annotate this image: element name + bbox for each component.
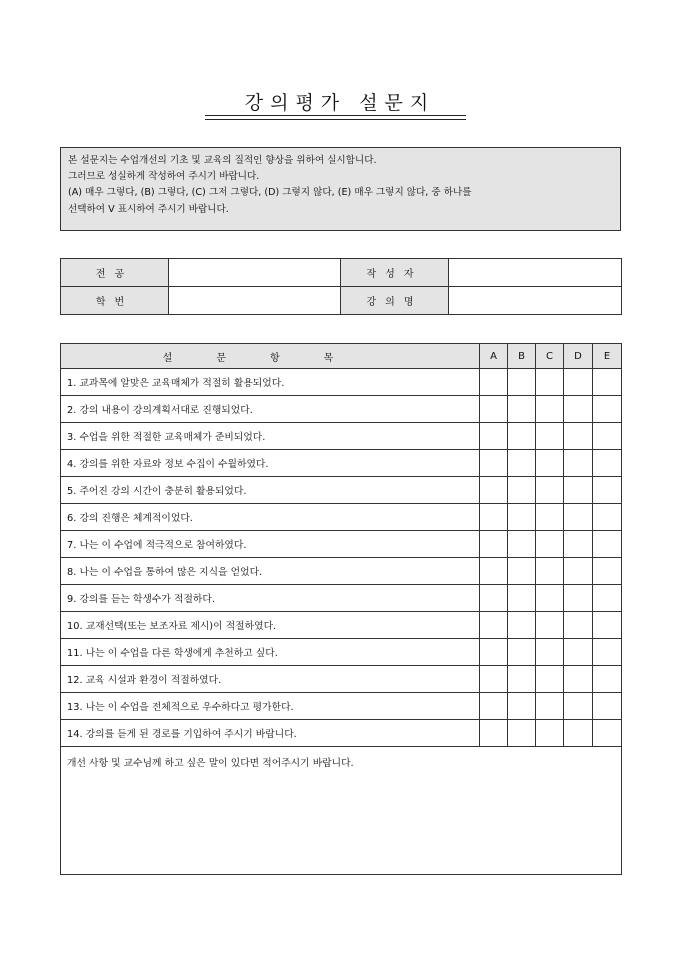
answer-cell-c[interactable] (536, 639, 564, 666)
answer-cell-a[interactable] (480, 531, 508, 558)
answer-cell-e[interactable] (593, 693, 622, 720)
answer-cell-d[interactable] (564, 612, 593, 639)
comment-box[interactable]: 개선 사항 및 교수님께 하고 싶은 말이 있다면 적어주시기 바랍니다. (61, 747, 622, 875)
instructions-box (60, 147, 621, 231)
question-text: 13. 나는 이 수업을 전체적으로 우수하다고 평가한다. (61, 693, 480, 720)
answer-cell-e[interactable] (593, 612, 622, 639)
question-row (61, 612, 622, 639)
answer-cell-e[interactable] (593, 558, 622, 585)
question-text: 7. 나는 이 수업에 적극적으로 참여하였다. (61, 531, 480, 558)
answer-cell-b[interactable] (508, 369, 536, 396)
answer-cell-e[interactable] (593, 477, 622, 504)
question-text: 2. 강의 내용이 강의계획서대로 진행되었다. (61, 396, 480, 423)
answer-cell-d[interactable] (564, 504, 593, 531)
answer-cell-a[interactable] (480, 504, 508, 531)
question-row (61, 423, 622, 450)
instruction-line: 그러므로 성실하게 작성하여 주시기 바랍니다. (68, 171, 260, 183)
question-text: 10. 교재선택(또는 보조자료 제시)이 적절하였다. (61, 612, 480, 639)
question-row (61, 558, 622, 585)
question-column-header: 설문항목 (61, 344, 480, 369)
answer-cell-c[interactable] (536, 585, 564, 612)
answer-cell-b[interactable] (508, 558, 536, 585)
answer-cell-c[interactable] (536, 477, 564, 504)
answer-cell-d[interactable] (564, 396, 593, 423)
answer-cell-c[interactable] (536, 666, 564, 693)
question-text: 11. 나는 이 수업을 다른 학생에게 추천하고 싶다. (61, 639, 480, 666)
answer-cell-a[interactable] (480, 612, 508, 639)
question-row (61, 585, 622, 612)
answer-cell-a[interactable] (480, 450, 508, 477)
survey-table (60, 343, 622, 875)
writer-label: 작성자 (341, 259, 449, 287)
option-a-header: A (480, 344, 508, 369)
question-text: 8. 나는 이 수업을 통하여 많은 지식을 얻었다. (61, 558, 480, 585)
answer-cell-e[interactable] (593, 369, 622, 396)
answer-cell-c[interactable] (536, 504, 564, 531)
question-row (61, 450, 622, 477)
answer-cell-d[interactable] (564, 477, 593, 504)
question-row (61, 720, 622, 747)
answer-cell-c[interactable] (536, 396, 564, 423)
question-text: 3. 수업을 위한 적절한 교육매체가 준비되었다. (61, 423, 480, 450)
answer-cell-b[interactable] (508, 612, 536, 639)
answer-cell-b[interactable] (508, 666, 536, 693)
answer-cell-b[interactable] (508, 585, 536, 612)
question-text: 9. 강의를 듣는 학생수가 적절하다. (61, 585, 480, 612)
question-row (61, 639, 622, 666)
answer-cell-a[interactable] (480, 558, 508, 585)
title-underline (205, 115, 466, 116)
answer-cell-d[interactable] (564, 666, 593, 693)
answer-cell-a[interactable] (480, 639, 508, 666)
answer-cell-e[interactable] (593, 423, 622, 450)
answer-cell-c[interactable] (536, 720, 564, 747)
question-text: 4. 강의를 위한 자료와 정보 수집이 수월하였다. (61, 450, 480, 477)
option-d-header: D (564, 344, 593, 369)
question-text: 6. 강의 진행은 체계적이었다. (61, 504, 480, 531)
answer-cell-b[interactable] (508, 720, 536, 747)
answer-cell-b[interactable] (508, 450, 536, 477)
answer-cell-e[interactable] (593, 396, 622, 423)
instruction-line: (A) 매우 그렇다, (B) 그렇다, (C) 그저 그렇다, (D) 그렇지 않다, (E) 매우 그렇지 않다, 중 하나를 (68, 187, 472, 199)
answer-cell-e[interactable] (593, 666, 622, 693)
question-row (61, 531, 622, 558)
answer-cell-e[interactable] (593, 720, 622, 747)
major-field[interactable] (169, 259, 341, 287)
answer-cell-b[interactable] (508, 396, 536, 423)
answer-cell-c[interactable] (536, 369, 564, 396)
title-underline-second (205, 119, 466, 120)
option-b-header: B (508, 344, 536, 369)
option-c-header: C (536, 344, 564, 369)
answer-cell-e[interactable] (593, 450, 622, 477)
instruction-line: 본 설문지는 수업개선의 기초 및 교육의 질적인 향상을 위하여 실시합니다. (68, 155, 377, 166)
comment-row (61, 747, 622, 875)
course-field[interactable] (449, 287, 622, 315)
answer-cell-b[interactable] (508, 531, 536, 558)
question-text: 14. 강의를 듣게 된 경로를 기입하여 주시기 바랍니다. (61, 720, 480, 747)
course-label: 강의명 (341, 287, 449, 315)
option-e-header: E (593, 344, 622, 369)
question-text: 12. 교육 시설과 환경이 적절하였다. (61, 666, 480, 693)
answer-cell-a[interactable] (480, 720, 508, 747)
instruction-line: 선택하여 V 표시하여 주시기 바랍니다. (68, 203, 229, 215)
answer-cell-d[interactable] (564, 531, 593, 558)
answer-cell-a[interactable] (480, 585, 508, 612)
answer-cell-c[interactable] (536, 450, 564, 477)
question-row (61, 666, 622, 693)
survey-header-row (61, 344, 622, 369)
answer-cell-a[interactable] (480, 693, 508, 720)
answer-cell-b[interactable] (508, 504, 536, 531)
answer-cell-d[interactable] (564, 369, 593, 396)
answer-cell-d[interactable] (564, 693, 593, 720)
answer-cell-c[interactable] (536, 693, 564, 720)
answer-cell-b[interactable] (508, 423, 536, 450)
question-row (61, 477, 622, 504)
answer-cell-d[interactable] (564, 558, 593, 585)
student-id-label: 학번 (61, 287, 169, 315)
answer-cell-e[interactable] (593, 504, 622, 531)
respondent-info-table (60, 258, 622, 315)
question-row (61, 693, 622, 720)
answer-cell-b[interactable] (508, 639, 536, 666)
document-title: 강의평가 설문지 (244, 92, 436, 114)
answer-cell-c[interactable] (536, 423, 564, 450)
answer-cell-a[interactable] (480, 396, 508, 423)
question-row (61, 396, 622, 423)
student-id-field[interactable] (169, 287, 341, 315)
answer-cell-d[interactable] (564, 423, 593, 450)
answer-cell-c[interactable] (536, 531, 564, 558)
answer-cell-e[interactable] (593, 639, 622, 666)
question-row (61, 369, 622, 396)
question-text: 5. 주어진 강의 시간이 충분히 활용되었다. (61, 477, 480, 504)
answer-cell-d[interactable] (564, 450, 593, 477)
answer-cell-c[interactable] (536, 558, 564, 585)
answer-cell-a[interactable] (480, 369, 508, 396)
answer-cell-d[interactable] (564, 720, 593, 747)
answer-cell-b[interactable] (508, 693, 536, 720)
answer-cell-d[interactable] (564, 639, 593, 666)
question-text: 1. 교과목에 알맞은 교육매체가 적절히 활용되었다. (61, 369, 480, 396)
answer-cell-e[interactable] (593, 531, 622, 558)
writer-field[interactable] (449, 259, 622, 287)
answer-cell-b[interactable] (508, 477, 536, 504)
answer-cell-a[interactable] (480, 666, 508, 693)
answer-cell-d[interactable] (564, 585, 593, 612)
answer-cell-a[interactable] (480, 477, 508, 504)
question-row (61, 504, 622, 531)
answer-cell-c[interactable] (536, 612, 564, 639)
answer-cell-a[interactable] (480, 423, 508, 450)
major-label: 전공 (61, 259, 169, 287)
answer-cell-e[interactable] (593, 585, 622, 612)
